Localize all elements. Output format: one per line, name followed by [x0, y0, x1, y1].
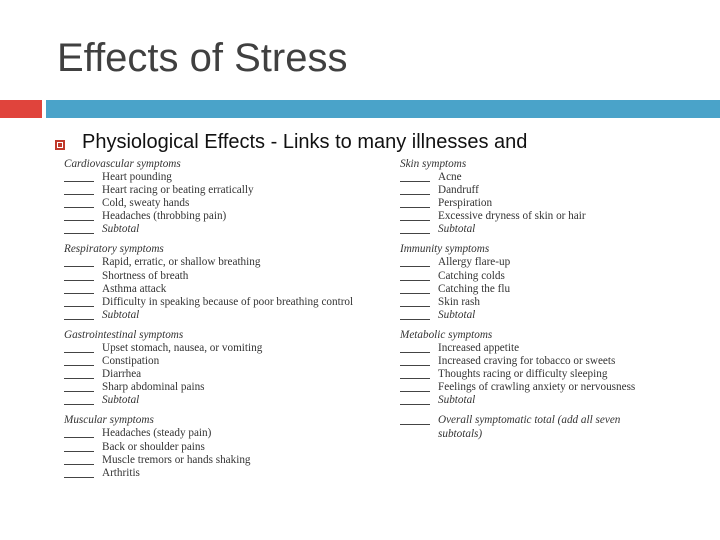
symptom-label: Heart racing or beating erratically: [102, 184, 254, 197]
symptom-label: Arthritis: [102, 466, 140, 479]
symptom-group: [64, 243, 374, 321]
symptom-group-heading: Muscular symptoms: [64, 414, 154, 427]
symptom-row: [64, 210, 374, 223]
symptom-label: Heart pounding: [102, 171, 172, 183]
bullet-text: Physiological Effects - Links to many illnesses and: [82, 131, 528, 153]
symptom-row: [64, 342, 374, 355]
answer-blank-line: [400, 223, 430, 234]
subtotal-label: Subtotal: [438, 394, 476, 407]
answer-blank-line: [400, 342, 430, 353]
symptom-label: Acne: [438, 171, 462, 183]
symptom-row: [64, 296, 374, 309]
square-bullet-icon: [55, 140, 65, 150]
symptom-group: [64, 158, 374, 236]
symptom-row: [400, 355, 660, 368]
symptom-group: [400, 329, 660, 407]
answer-blank-line: [64, 171, 94, 182]
symptom-row: [400, 184, 660, 197]
symptom-checklist: [56, 158, 656, 522]
answer-blank-line: [400, 381, 430, 392]
subtotal-row: [400, 309, 660, 322]
answer-blank-line: [400, 394, 430, 405]
symptom-row: [64, 368, 374, 381]
symptom-group: [400, 414, 660, 440]
answer-blank-line: [64, 427, 94, 438]
symptom-row: [400, 256, 660, 269]
symptom-label: Perspiration: [438, 197, 493, 210]
answer-blank-line: [64, 394, 94, 405]
symptom-row: [64, 454, 374, 467]
subtotal-row: [400, 414, 660, 440]
answer-blank-line: [64, 355, 94, 366]
symptom-group-heading: Skin symptoms: [400, 158, 467, 170]
accent-bar-red: [0, 100, 42, 118]
subtotal-row: [400, 223, 660, 236]
symptom-row: [400, 210, 660, 223]
symptom-group: [400, 158, 660, 236]
symptom-row: [64, 427, 374, 440]
answer-blank-line: [64, 270, 94, 281]
answer-blank-line: [400, 296, 430, 307]
symptom-row: [400, 342, 660, 355]
symptom-label: Thoughts racing or difficulty sleeping: [438, 368, 608, 381]
symptom-row: [64, 441, 374, 454]
symptom-group-heading: Gastrointestinal symptoms: [64, 328, 184, 341]
answer-blank-line: [64, 309, 94, 320]
answer-blank-line: [400, 270, 430, 281]
answer-blank-line: [400, 355, 430, 366]
answer-blank-line: [64, 441, 94, 452]
symptom-row: [64, 171, 374, 184]
symptom-row: [64, 467, 374, 480]
symptom-label: Headaches (throbbing pain): [102, 210, 227, 223]
symptom-row: [64, 283, 374, 296]
symptom-row: [64, 256, 374, 269]
symptom-label: Cold, sweaty hands: [102, 197, 190, 210]
symptom-label: Constipation: [102, 355, 160, 368]
checklist-left-column: [64, 158, 374, 487]
answer-blank-line: [64, 381, 94, 392]
answer-blank-line: [64, 296, 94, 307]
answer-blank-line: [400, 210, 430, 221]
symptom-label: Sharp abdominal pains: [102, 381, 205, 394]
answer-blank-line: [64, 283, 94, 294]
subtotal-row: [64, 394, 374, 407]
answer-blank-line: [64, 210, 94, 221]
subtotal-label: Overall symptomatic total (add all seven subtotals): [438, 414, 621, 440]
answer-blank-line: [64, 342, 94, 353]
symptom-row: [400, 270, 660, 283]
symptom-group: [400, 243, 660, 321]
subtotal-label: Subtotal: [102, 223, 140, 236]
symptom-label: Catching the flu: [438, 282, 511, 295]
symptom-label: Difficulty in speaking because of poor breathing control: [102, 295, 354, 308]
answer-blank-line: [400, 256, 430, 267]
symptom-group-heading: Immunity symptoms: [400, 243, 490, 256]
subtotal-label: Subtotal: [102, 308, 140, 321]
accent-bar-blue: [46, 100, 720, 118]
symptom-label: Diarrhea: [102, 368, 142, 381]
symptom-label: Asthma attack: [102, 282, 167, 295]
answer-blank-line: [64, 256, 94, 267]
symptom-row: [64, 197, 374, 210]
symptom-row: [64, 381, 374, 394]
symptom-row: [64, 184, 374, 197]
answer-blank-line: [400, 171, 430, 182]
symptom-label: Rapid, erratic, or shallow breathing: [102, 256, 261, 269]
symptom-row: [400, 197, 660, 210]
symptom-label: Headaches (steady pain): [102, 427, 212, 440]
subtotal-row: [64, 223, 374, 236]
answer-blank-line: [400, 184, 430, 195]
symptom-row: [400, 368, 660, 381]
symptom-label: Upset stomach, nausea, or vomiting: [102, 341, 263, 354]
answer-blank-line: [64, 467, 94, 478]
checklist-right-column: [400, 158, 660, 448]
answer-blank-line: [400, 197, 430, 208]
answer-blank-line: [64, 223, 94, 234]
symptom-label: Back or shoulder pains: [102, 440, 205, 453]
symptom-group: [64, 414, 374, 479]
symptom-label: Feelings of crawling anxiety or nervousness: [438, 381, 636, 394]
symptom-label: Muscle tremors or hands shaking: [102, 453, 251, 466]
answer-blank-line: [64, 454, 94, 465]
answer-blank-line: [400, 283, 430, 294]
symptom-label: Shortness of breath: [102, 269, 189, 282]
symptom-row: [64, 270, 374, 283]
symptom-group-heading: Cardiovascular symptoms: [64, 158, 181, 170]
symptom-label: Increased craving for tobacco or sweets: [438, 355, 616, 368]
answer-blank-line: [64, 184, 94, 195]
symptom-row: [400, 171, 660, 184]
symptom-row: [400, 296, 660, 309]
symptom-group: [64, 329, 374, 407]
symptom-label: Skin rash: [438, 295, 480, 308]
symptom-label: Excessive dryness of skin or hair: [438, 210, 586, 223]
symptom-row: [400, 381, 660, 394]
symptom-group-heading: Metabolic symptoms: [400, 328, 493, 341]
symptom-label: Dandruff: [438, 184, 479, 197]
subtotal-label: Subtotal: [102, 394, 140, 407]
answer-blank-line: [64, 368, 94, 379]
slide-title: Effects of Stress: [57, 36, 348, 80]
subtotal-row: [400, 394, 660, 407]
symptom-label: Increased appetite: [438, 341, 520, 354]
answer-blank-line: [400, 368, 430, 379]
subtotal-label: Subtotal: [438, 223, 476, 236]
symptom-group-heading: Respiratory symptoms: [64, 243, 164, 256]
answer-blank-line: [400, 309, 430, 320]
symptom-row: [64, 355, 374, 368]
subtotal-row: [64, 309, 374, 322]
answer-blank-line: [400, 414, 430, 425]
symptom-label: Allergy flare-up: [438, 256, 511, 269]
answer-blank-line: [64, 197, 94, 208]
symptom-label: Catching colds: [438, 269, 505, 282]
symptom-row: [400, 283, 660, 296]
subtotal-label: Subtotal: [438, 308, 476, 321]
